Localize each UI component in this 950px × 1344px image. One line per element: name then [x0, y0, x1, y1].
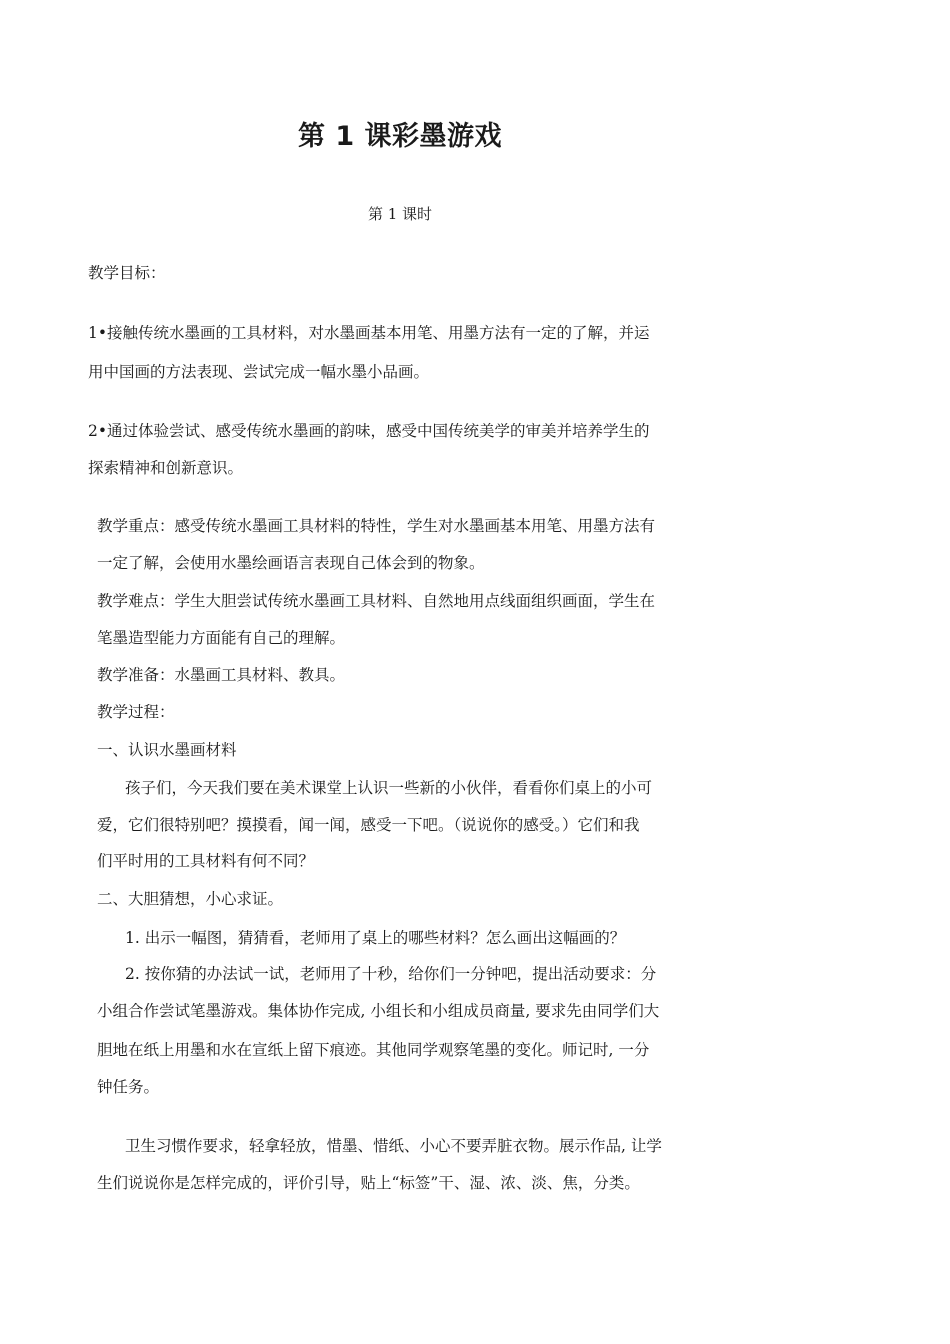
section-1-heading: 一、认识水墨画材料	[97, 741, 237, 759]
objective-2-line-2: 探索精神和创新意识。	[88, 459, 244, 477]
objectives-heading: 教学目标：	[88, 264, 166, 282]
section-1-line-2: 爱，它们很特别吧？摸摸看，闻一闻，感受一下吧。（说说你的感受。）它们和我	[97, 816, 640, 834]
process-heading: 教学过程：	[97, 703, 175, 721]
difficulties-line-2: 笔墨造型能力方面能有自己的理解。	[97, 629, 346, 647]
lesson-period: 第 1 课时	[367, 205, 433, 223]
section-2-heading: 二、大胆猜想，小心求证。	[97, 890, 284, 908]
section-2-step-2-line-3: 胆地在纸上用墨和水在宣纸上留下痕迹。其他同学观察笔墨的变化。师记时, 一分	[97, 1041, 650, 1059]
key-points-line-1: 教学重点：感受传统水墨画工具材料的特性，学生对水墨画基本用笔、用墨方法有	[97, 517, 656, 535]
section-2-step-2-line-4: 钟任务。	[97, 1078, 160, 1096]
hygiene-line-2: 生们说说你是怎样完成的，评价引导，贴上“标签”干、湿、浓、淡、焦，分类。	[97, 1174, 640, 1192]
page-title: 第 1 课彩墨游戏	[297, 121, 503, 152]
hygiene-line-1: 卫生习惯作要求，轻拿轻放，惜墨、惜纸、小心不要弄脏衣物。展示作品, 让学	[125, 1137, 662, 1155]
objective-2-line-1: 2•通过体验尝试、感受传统水墨画的韵味，感受中国传统美学的审美并培养学生的	[88, 422, 650, 440]
key-points-line-2: 一定了解，会使用水墨绘画语言表现自己体会到的物象。	[97, 554, 485, 572]
section-2-step-1: 1. 出示一幅图，猜猜看，老师用了桌上的哪些材料？怎么画出这幅画的？	[125, 929, 626, 947]
section-1-line-1: 孩子们，今天我们要在美术课堂上认识一些新的小伙伴，看看你们桌上的小可	[125, 779, 653, 797]
preparation: 教学准备：水墨画工具材料、教具。	[97, 666, 346, 684]
section-2-step-2-line-2: 小组合作尝试笔墨游戏。集体协作完成, 小组长和小组成员商量, 要求先由同学们大	[97, 1002, 660, 1020]
section-2-step-2-line-1: 2. 按你猜的办法试一试，老师用了十秒，给你们一分钟吧，提出活动要求：分	[125, 965, 657, 983]
difficulties-line-1: 教学难点：学生大胆尝试传统水墨画工具材料、自然地用点线面组织画面，学生在	[97, 592, 656, 610]
section-1-line-3: 们平时用的工具材料有何不同？	[97, 852, 315, 870]
objective-1-line-1: 1•接触传统水墨画的工具材料，对水墨画基本用笔、用墨方法有一定的了解，并运	[88, 324, 650, 342]
objective-1-line-2: 用中国画的方法表现、尝试完成一幅水墨小品画。	[88, 363, 430, 381]
